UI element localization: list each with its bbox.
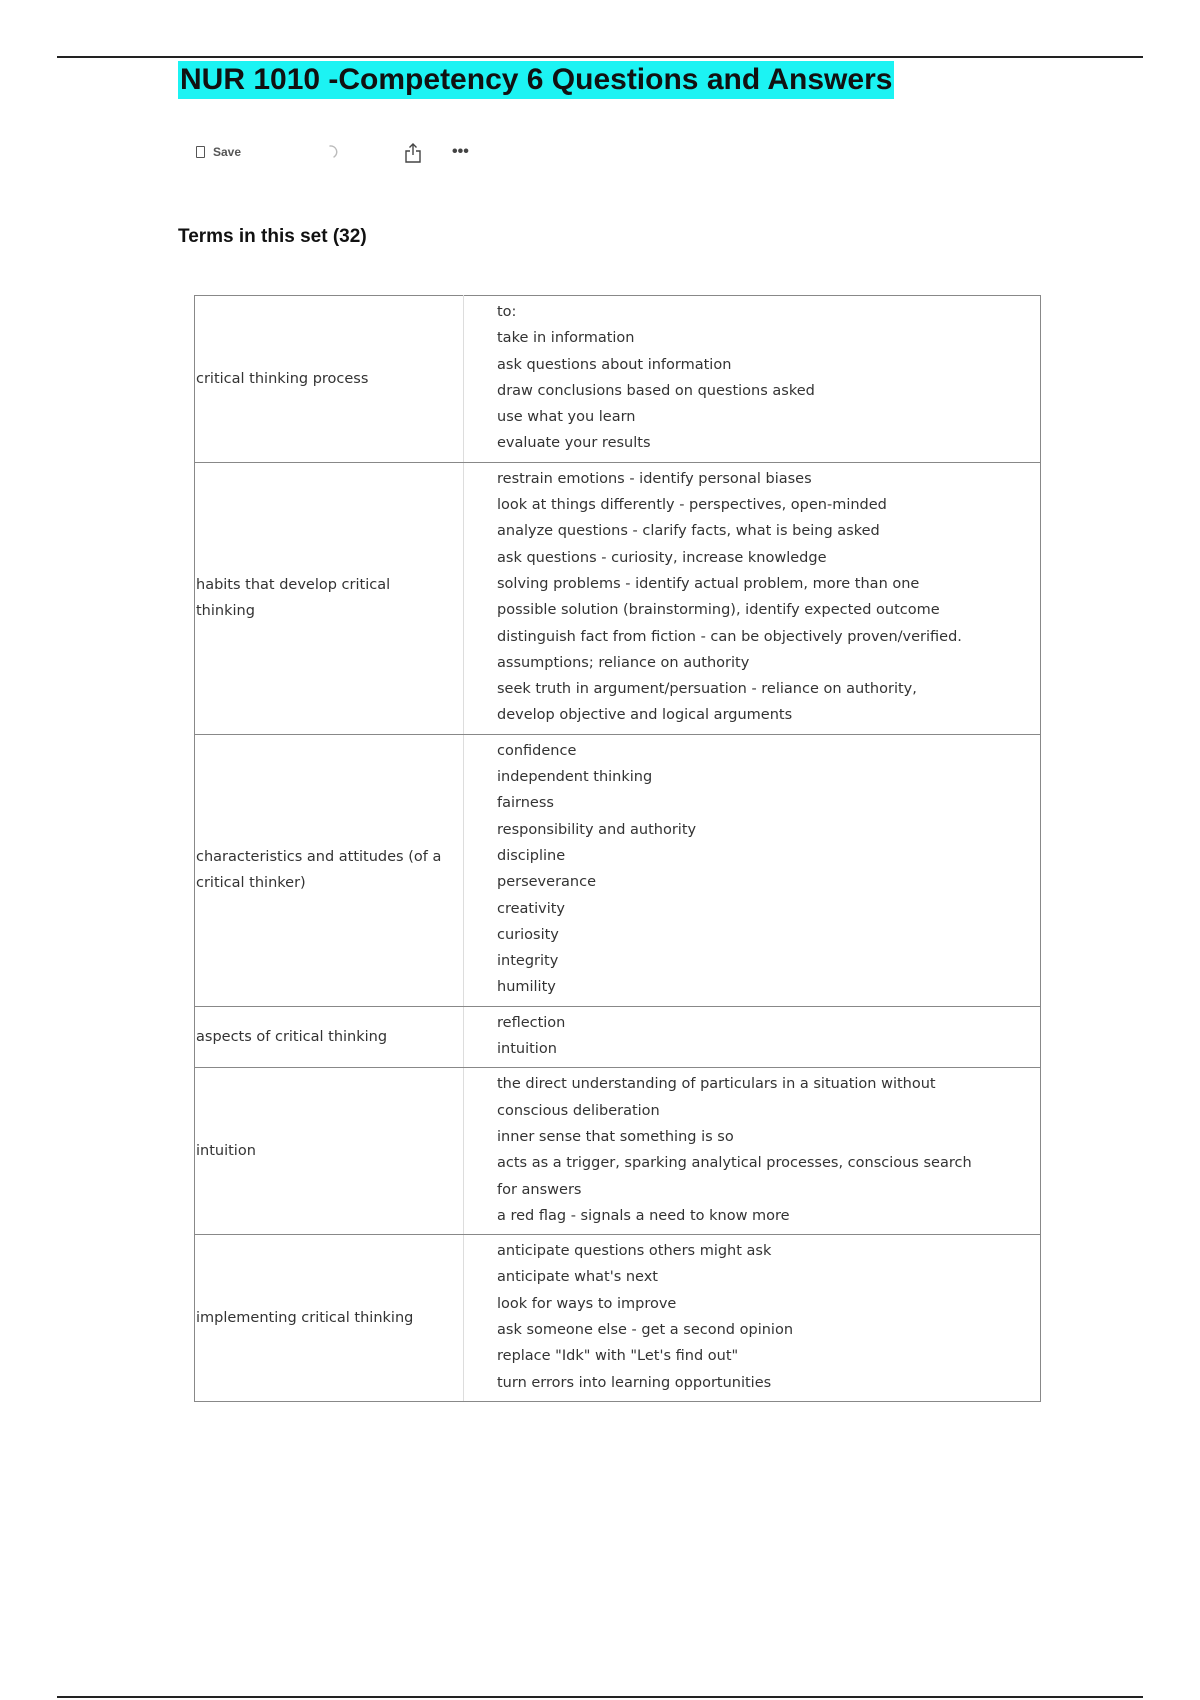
definition-line: confidence [497,742,577,759]
loading-spinner-icon [322,144,338,160]
definition-line: replace "Idk" with "Let's find out" [497,1348,739,1365]
definition-line: evaluate your results [497,435,651,452]
definition-line: intuition [497,1041,557,1058]
definition-cell [464,1235,1041,1402]
term-row [195,1068,1041,1235]
definition-line: creativity [497,900,566,917]
page-title: NUR 1010 -Competency 6 Questions and Answers [178,61,894,99]
definition-line: take in information [497,330,635,347]
save-label: Save [213,145,242,159]
definition-line: seek truth in argument/persuation - reliance on authority, [497,681,917,698]
top-rule [57,56,1143,58]
term-cell: implementing critical thinking [195,1235,464,1402]
definition-line: the direct understanding of particulars in a situation without [497,1076,936,1093]
definition-line: draw conclusions based on questions asked [497,382,815,399]
definition-line: curiosity [497,926,559,943]
definition-line: restrain emotions - identify personal biases [497,470,812,487]
definition-line: inner sense that something is so [497,1128,734,1145]
definition-line: responsibility and authority [497,821,697,838]
term-cell: intuition [195,1068,464,1235]
definition-line: integrity [497,953,559,970]
definition-line: ask someone else - get a second opinion [497,1321,794,1338]
save-button[interactable] [196,145,241,159]
definition-line: acts as a trigger, sparking analytical processes, conscious search [497,1155,972,1172]
term-cell: aspects of critical thinking [195,1006,464,1068]
bottom-rule [57,1696,1143,1698]
definition-line: solving problems - identify actual problem, more than one [497,575,920,592]
term-row [195,296,1041,463]
definition-cell [464,1068,1041,1235]
definition-line: reflection [497,1014,566,1031]
definition-line: a red flag - signals a need to know more [497,1207,790,1224]
definition-line: ask questions about information [497,356,732,373]
definition-line: turn errors into learning opportunities [497,1374,772,1391]
definition-line: look at things differently - perspectives, open-minded [497,497,887,514]
term-row [195,1006,1041,1068]
definition-cell [464,1006,1041,1068]
definition-line: distinguish fact from fiction - can be objectively proven/verified. [497,628,962,645]
definition-line: to: [497,304,517,320]
definition-line: independent thinking [497,769,653,786]
terms-heading: Terms in this set (32) [178,226,367,247]
term-cell: critical thinking process [195,296,464,463]
definition-line: analyze questions - clarify facts, what is being asked [497,523,880,540]
definition-cell [464,734,1041,1006]
definition-line: look for ways to improve [497,1295,677,1312]
definition-line: anticipate what's next [497,1269,658,1286]
definition-line: possible solution (brainstorming), identify expected outcome [497,602,940,619]
definition-line: use what you learn [497,409,636,426]
terms-table [194,295,1041,1402]
more-icon[interactable]: ••• [452,143,469,160]
share-icon[interactable] [403,142,423,164]
definition-cell [464,296,1041,463]
bookmark-icon [196,146,205,158]
definition-line: discipline [497,847,566,864]
definition-line: develop objective and logical arguments [497,707,793,724]
term-row [195,462,1041,734]
term-row [195,734,1041,1006]
toolbar [196,142,496,166]
definition-line: fairness [497,795,554,812]
definition-line: for answers [497,1181,582,1198]
term-row [195,1235,1041,1402]
definition-line: perseverance [497,874,596,891]
definition-line: conscious deliberation [497,1102,660,1119]
definition-cell [464,462,1041,734]
definition-line: anticipate questions others might ask [497,1243,772,1260]
term-cell: characteristics and attitudes (of a critical thinker) [195,734,464,1006]
term-cell: habits that develop critical thinking [195,462,464,734]
definition-line: ask questions - curiosity, increase knowledge [497,549,827,566]
definition-line: humility [497,979,556,996]
definition-line: assumptions; reliance on authority [497,654,750,671]
